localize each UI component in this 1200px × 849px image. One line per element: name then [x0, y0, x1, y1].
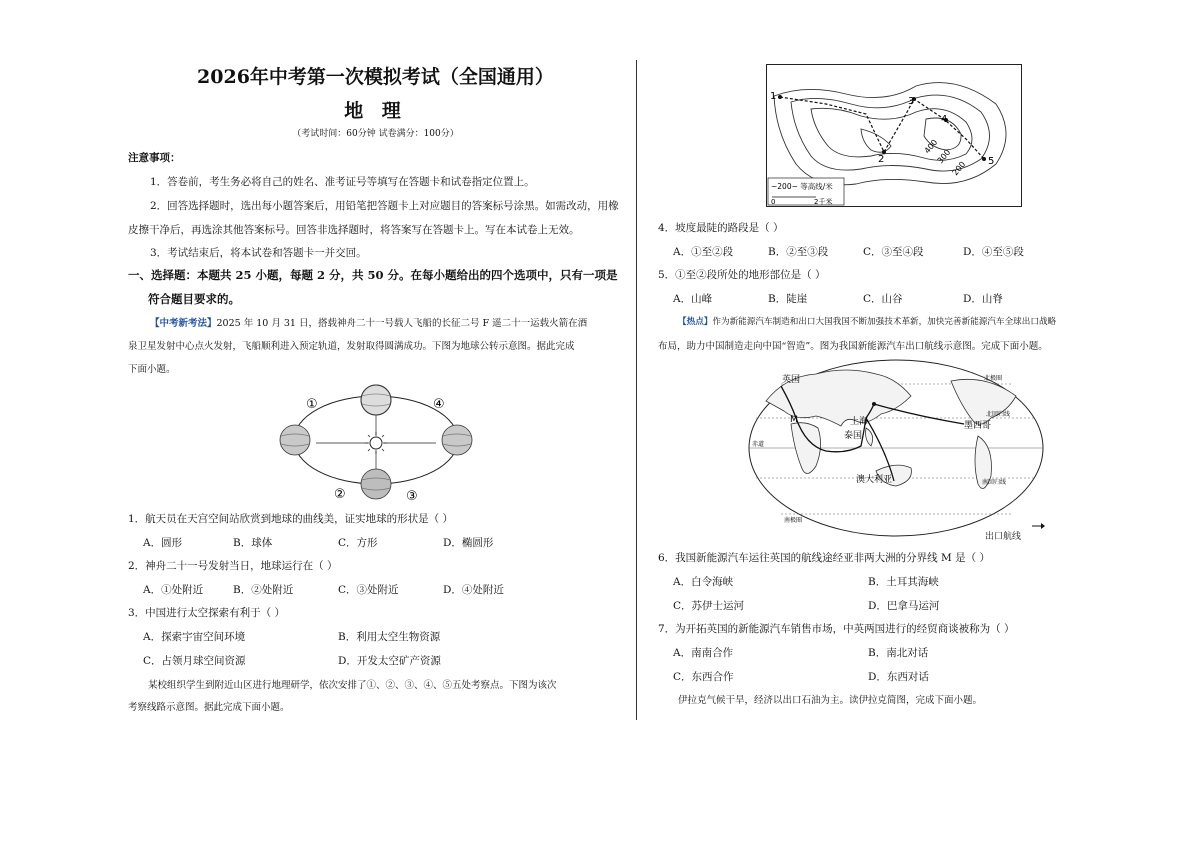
- q1-option-b[interactable]: B．球体: [233, 537, 273, 549]
- passage3-tag: 【热点】: [678, 317, 713, 327]
- earth-left: [280, 425, 310, 455]
- q4-option-b[interactable]: B．②至③段: [768, 246, 829, 258]
- passage2-line1: 某校组织学生到附近山区进行地理研学，依次安排了①、②、③、④、⑤五处考察点。下图为该次: [148, 680, 557, 691]
- notice-item-1: 1．答卷前，考生务必将自己的姓名、准考证号等填写在答题卡和试卷指定位置上。: [150, 176, 535, 188]
- passage1-line1: 【中考新考法】2025 年 10 月 31 日，搭载神舟二十一号载人飞船的长征二号 F 遥二十一运载火箭在酒: [150, 318, 588, 329]
- q2-option-c[interactable]: C．③处附近: [338, 584, 399, 596]
- route-point-1: 1: [770, 91, 777, 102]
- earth-orbit-diagram: [276, 378, 481, 503]
- label-mexico: 墨西哥: [964, 421, 992, 431]
- q6-option-b[interactable]: B．土耳其海峡: [868, 576, 939, 588]
- q6-option-a[interactable]: A．白令海峡: [673, 576, 734, 588]
- route-point-4: 4: [941, 114, 948, 125]
- label-thailand: 泰国: [844, 431, 863, 441]
- label-tropic-n: 北回归线: [986, 411, 1011, 418]
- subject-title: 地 理: [344, 100, 407, 122]
- scale-zero: 0: [771, 198, 776, 206]
- q7-option-d[interactable]: D．东西对话: [868, 671, 929, 683]
- q1-option-a[interactable]: A．圆形: [143, 537, 183, 549]
- q3-option-d[interactable]: D．开发太空矿产资源: [338, 655, 441, 667]
- q2-stem: 2．神舟二十一号发射当日，地球运行在（ ）: [128, 560, 338, 572]
- q1-stem: 1．航天员在天宫空间站欣赏到地球的曲线美，证实地球的形状是（ ）: [128, 513, 454, 525]
- orbit-label-2: ②: [334, 487, 346, 502]
- notice-heading: 注意事项：: [128, 152, 181, 164]
- contour-legend: ~200~ 等高线/米: [771, 182, 833, 191]
- exam-info: （考试时间：60分钟 试卷满分：100分）: [292, 129, 459, 139]
- contour-label-200: 200: [950, 159, 968, 178]
- notice-item-2: 2．回答选择题时，选出每小题答案后，用铅笔把答题卡上对应题目的答案标号涂黑。如需改动，用橡: [150, 200, 619, 212]
- label-shanghai: 上海: [850, 417, 869, 427]
- q2-option-b[interactable]: B．②处附近: [233, 584, 294, 596]
- passage1-tag: 【中考新考法】: [150, 318, 217, 329]
- q4-option-a[interactable]: A．①至②段: [673, 246, 734, 258]
- q1-option-d[interactable]: D．椭圆形: [443, 537, 494, 549]
- notice-item-3: 3．考试结束后，将本试卷和答题卡一并交回。: [150, 247, 367, 259]
- q5-option-d[interactable]: D．山脊: [963, 293, 1003, 305]
- q7-option-c[interactable]: C．东西合作: [673, 671, 734, 683]
- passage4-line1: 伊拉克气候干旱，经济以出口石油为主。读伊拉克简图，完成下面小题。: [678, 695, 983, 706]
- orbit-label-3: ③: [406, 489, 418, 503]
- earth-right: [442, 425, 472, 455]
- q6-option-d[interactable]: D．巴拿马运河: [868, 600, 940, 612]
- label-arctic: 北极圈: [984, 375, 1003, 382]
- contour-label-400: 400: [922, 137, 940, 156]
- route-point-5: 5: [988, 156, 995, 167]
- q4-option-c[interactable]: C．③至④段: [863, 246, 924, 258]
- q1-option-c[interactable]: C．方形: [338, 537, 378, 549]
- contour-label-300: 300: [935, 147, 953, 166]
- orbit-label-1: ①: [306, 397, 318, 412]
- passage2-line2: 考察线路示意图。据此完成下面小题。: [128, 702, 290, 713]
- contour-route-map: [766, 64, 1022, 207]
- passage3-line2: 布局，助力中国制造走向中国“智造”。图为我国新能源汽车出口航线示意图。完成下面小题。: [658, 341, 1048, 352]
- column-divider: [636, 60, 637, 720]
- route-legend: 出口航线: [985, 532, 1022, 542]
- route-point-2: 2: [878, 154, 885, 165]
- passage1-line3: 下面小题。: [128, 364, 176, 375]
- label-tropic-s: 南回归线: [982, 479, 1007, 486]
- earth-bottom: [361, 469, 391, 499]
- section-heading: 一、选择题：本题共 25 小题，每题 2 分，共 50 分。在每小题给出的四个选项中，只有一项是: [128, 268, 618, 282]
- notice-item-2-cont: 皮擦干净后，再选涂其他答案标号。回答非选择题时，将答案写在答题卡上。写在本试卷上无效。: [128, 224, 580, 236]
- q3-stem: 3．中国进行太空探索有利于（ ）: [128, 607, 286, 619]
- q5-option-a[interactable]: A．山峰: [673, 293, 713, 305]
- q6-option-c[interactable]: C．苏伊士运河: [673, 600, 745, 612]
- q6-stem: 6．我国新能源汽车运往英国的航线途经亚非两大洲的分界线 M 是（ ）: [658, 552, 990, 564]
- q4-stem: 4．坡度最陡的路段是（ ）: [658, 222, 784, 234]
- earth-top: [361, 385, 391, 415]
- passage1-line2: 泉卫星发射中心点火发射，飞船顺利进入预定轨道，发射取得圆满成功。下图为地球公转示意图。据此完成: [128, 341, 575, 352]
- q7-stem: 7．为开拓英国的新能源汽车销售市场，中英两国进行的经贸商谈被称为（ ）: [658, 623, 1015, 635]
- q2-option-d[interactable]: D．④处附近: [443, 584, 504, 596]
- sun-icon: [370, 437, 382, 449]
- page-title: 2026年中考第一次模拟考试（全国通用）: [197, 66, 554, 88]
- q3-option-a[interactable]: A．探索宇宙空间环境: [143, 631, 246, 643]
- export-route-world-map: [746, 356, 1046, 544]
- q5-option-b[interactable]: B．陡崖: [768, 293, 808, 305]
- q7-option-a[interactable]: A．南南合作: [673, 647, 734, 659]
- label-uk: 英国: [782, 375, 801, 385]
- passage3-line1: 【热点】作为新能源汽车制造和出口大国我国不断加强技术革新，加快完善新能源汽车全球出口战略: [678, 317, 1057, 327]
- route-point-3: 3: [908, 96, 915, 107]
- q4-option-d[interactable]: D．④至⑤段: [963, 246, 1024, 258]
- q5-stem: 5．①至②段所处的地形部位是（ ）: [658, 269, 826, 281]
- q2-option-a[interactable]: A．①处附近: [143, 584, 204, 596]
- q5-option-c[interactable]: C．山谷: [863, 293, 903, 305]
- section-heading-cont: 符合题目要求的。: [148, 292, 240, 306]
- label-m: M: [790, 415, 798, 425]
- label-equator: 赤道: [752, 441, 765, 448]
- scale-end: 2千米: [814, 198, 833, 206]
- q3-option-b[interactable]: B．利用太空生物资源: [338, 631, 441, 643]
- label-antarctic: 南极圈: [784, 517, 803, 524]
- q3-option-c[interactable]: C．占领月球空间资源: [143, 655, 246, 667]
- orbit-label-4: ④: [433, 397, 445, 412]
- q7-option-b[interactable]: B．南北对话: [868, 647, 929, 659]
- label-australia: 澳大利亚: [856, 475, 893, 485]
